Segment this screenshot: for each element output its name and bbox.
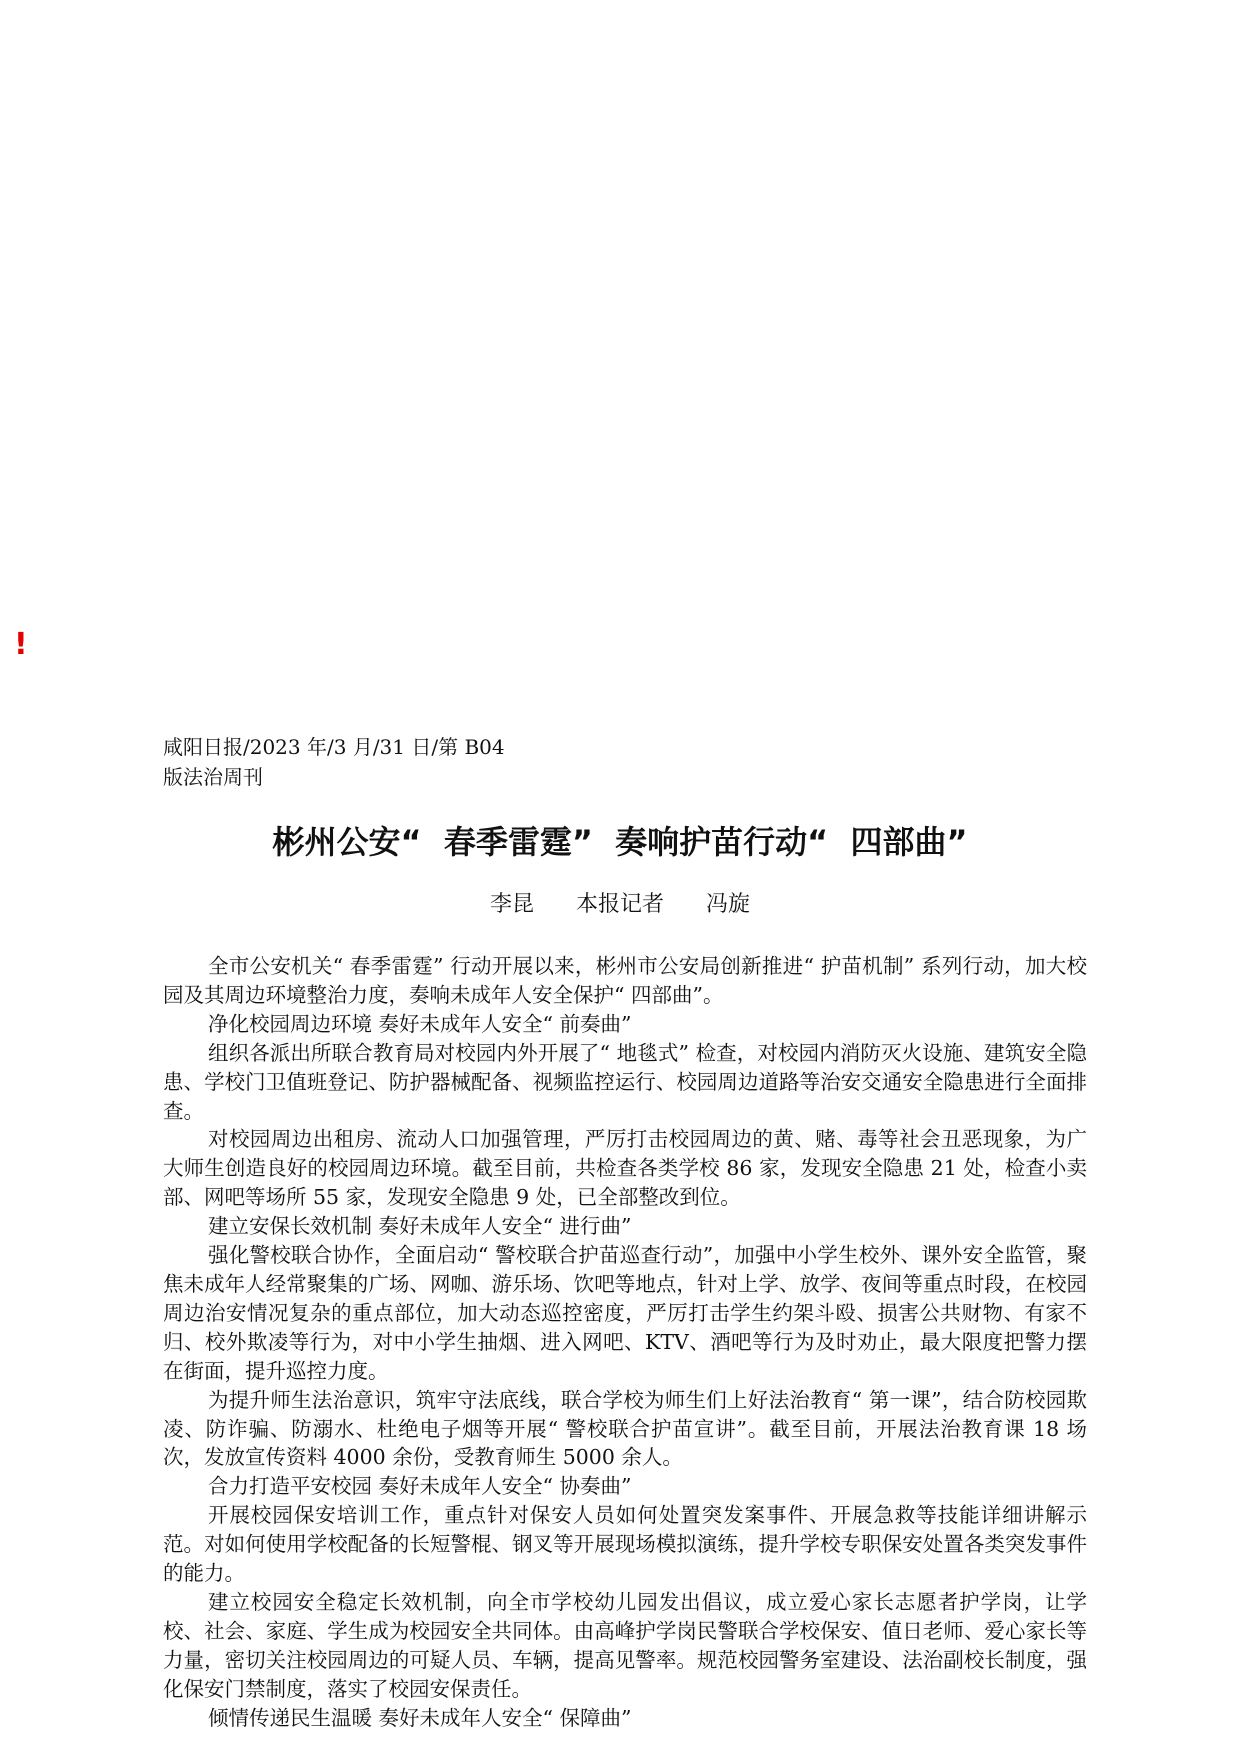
section-heading: 倾情传递民生温暖 奏好未成年人安全“ 保障曲”: [208, 1705, 632, 1730]
article-body: [163, 952, 1087, 1732]
byline: 李昆 本报记者 冯旋: [490, 892, 750, 917]
paragraph: 全市公安机关“ 春季雷霆” 行动开展以来，彬州市公安局创新推进“ 护苗机制” 系列行动，加大校园及其周边环境整治力度，奏响未成年人安全保护“ 四部曲”。: [163, 954, 1087, 1007]
paragraph: 强化警校联合协作，全面启动“ 警校联合护苗巡查行动”，加强中小学生校外、课外安全监管，聚焦未成年人经常聚集的广场、网咖、游乐场、饮吧等地点，针对上学、放学、夜间等重点时段，在校园周边治安情况复杂的重点部位，加大动态巡控密度，严厉打击学生约架斗殴、损害公共财物、有家不归、校外欺凌等行为，对中小学生抽烟、进入网吧、KTV、酒吧等行为及时劝止，最大限度把警力摆在街面，提升巡控力度。: [163, 1243, 1087, 1383]
paragraph: 开展校园保安培训工作，重点针对保安人员如何处置突发案事件、开展急救等技能详细讲解示范。对如何使用学校配备的长短警棍、钢叉等开展现场模拟演练，提升学校专职保安处置各类突发事件的能力。: [163, 1503, 1087, 1586]
red-exclamation-icon: !: [14, 627, 28, 662]
paragraph: 建立校园安全稳定长效机制，向全市学校幼儿园发出倡议，成立爱心家长志愿者护学岗，让学校、社会、家庭、学生成为校园安全共同体。由高峰护学岗民警联合学校保安、值日老师、爱心家长等力量，密切关注校园周边的可疑人员、车辆，提高见警率。规范校园警务室建设、法治副校长制度，强化保安门禁制度，落实了校园安保责任。: [163, 1589, 1087, 1701]
paragraph: 对校园周边出租房、流动人口加强管理，严厉打击校园周边的黄、赌、毒等社会丑恶现象，为广大师生创造良好的校园周边环境。截至目前，共检查各类学校 86 家，发现安全隐患 21 处，检查小卖部、网吧等场所 55 家，发现安全隐患 9 处，已全部整改到位。: [163, 1127, 1087, 1210]
article-title: 彬州公安“ 春季雷霆” 奏响护苗行动“ 四部曲”: [272, 823, 968, 861]
source-line: 咸阳日报/2023 年/3 月/31 日/第 B04 版法治周刊: [163, 735, 505, 789]
section-heading: 建立安保长效机制 奏好未成年人安全“ 进行曲”: [208, 1214, 632, 1239]
section-heading: 合力打造平安校园 奏好未成年人安全“ 协奏曲”: [208, 1474, 632, 1499]
section-heading: 净化校园周边环境 奏好未成年人安全“ 前奏曲”: [208, 1011, 632, 1036]
paragraph: 组织各派出所联合教育局对校园内外开展了“ 地毯式” 检查，对校园内消防灭火设施、建筑安全隐患、学校门卫值班登记、防护器械配备、视频监控运行、校园周边道路等治安交通安全隐患进行全面排查。: [163, 1040, 1087, 1123]
paragraph: 为提升师生法治意识，筑牢守法底线，联合学校为师生们上好法治教育“ 第一课”，结合防校园欺凌、防诈骗、防溺水、杜绝电子烟等开展“ 警校联合护苗宣讲”。截至目前，开展法治教育课 18 场次，发放宣传资料 4000 余份，受教育师生 5000 余人。: [163, 1387, 1087, 1470]
